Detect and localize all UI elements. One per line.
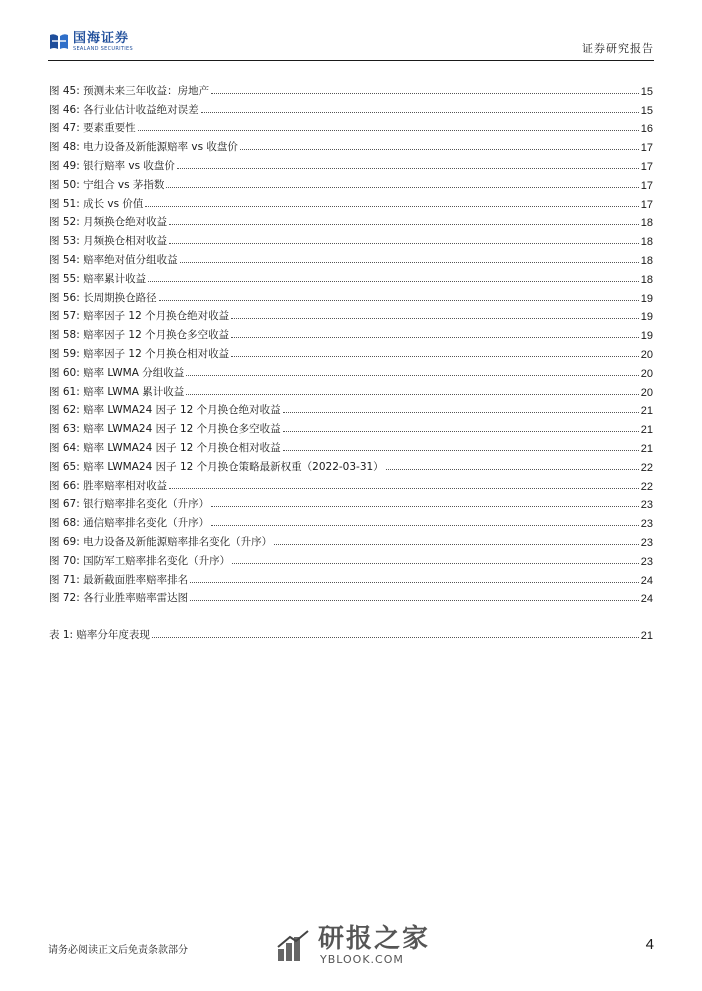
toc-leader-dots — [166, 186, 638, 188]
toc-entry[interactable] — [49, 229, 653, 248]
toc-entry-page: 20 — [640, 348, 653, 361]
toc-entry[interactable] — [49, 117, 653, 136]
toc-entry[interactable] — [49, 361, 653, 380]
toc-entry-page: 20 — [640, 386, 653, 399]
toc-entry-page: 18 — [640, 254, 653, 267]
toc-leader-dots — [231, 355, 639, 357]
disclaimer-note: 请务必阅读正文后免责条款部分 — [48, 945, 188, 956]
toc-leader-dots — [159, 299, 639, 301]
watermark-text-en: YBLOOK.COM — [320, 953, 404, 966]
toc-leader-dots — [283, 449, 639, 451]
toc-leader-dots — [190, 599, 639, 601]
toc-entry-page: 17 — [640, 179, 653, 192]
toc-entry-page: 23 — [640, 499, 653, 512]
watermark-text-cn: 研报之家 — [318, 924, 431, 954]
toc-entry-page: 16 — [640, 123, 653, 136]
toc-leader-dots — [169, 223, 639, 225]
table-of-figures — [49, 79, 653, 642]
toc-entry-label: 图 56: 长周期换仓路径 — [49, 291, 157, 304]
toc-leader-dots — [186, 393, 638, 395]
toc-entry-label: 图 47: 要素重要性 — [49, 122, 136, 135]
brand-name-cn: 国海证券 — [73, 31, 130, 46]
toc-entry-page: 20 — [640, 367, 653, 380]
toc-entry[interactable] — [49, 436, 653, 455]
toc-entry[interactable] — [49, 79, 653, 98]
toc-entry-page: 18 — [640, 273, 653, 286]
toc-entry-label: 图 49: 银行赔率 vs 收盘价 — [49, 159, 175, 172]
toc-leader-dots — [211, 92, 639, 94]
toc-entry[interactable] — [49, 323, 653, 342]
toc-entry[interactable] — [49, 342, 653, 361]
toc-entry[interactable] — [49, 98, 653, 117]
toc-entry-page: 15 — [640, 85, 653, 98]
toc-entry-label: 图 64: 赔率 LWMA24 因子 12 个月换仓相对收益 — [49, 441, 281, 454]
toc-entry-label: 图 69: 电力设备及新能源赔率排名变化（升序） — [49, 535, 273, 548]
toc-entry-label: 图 60: 赔率 LWMA 分组收益 — [49, 366, 185, 379]
toc-entry-page: 24 — [640, 574, 653, 587]
toc-entry[interactable] — [49, 286, 653, 305]
toc-entry[interactable] — [49, 568, 653, 587]
toc-entry-label: 图 67: 银行赔率排名变化（升序） — [49, 498, 210, 511]
toc-entry[interactable] — [49, 474, 653, 493]
toc-entry-label: 图 63: 赔率 LWMA24 因子 12 个月换仓多空收益 — [49, 423, 281, 436]
toc-entry[interactable] — [49, 211, 653, 230]
toc-entry-page: 17 — [640, 142, 653, 155]
toc-entry-label: 图 72: 各行业胜率赔率雷达图 — [49, 592, 189, 605]
toc-entry-page: 19 — [640, 330, 653, 343]
toc-entry[interactable] — [49, 511, 653, 530]
toc-entry[interactable] — [49, 267, 653, 286]
toc-entry-page: 15 — [640, 104, 653, 117]
toc-leader-dots — [145, 205, 638, 207]
toc-entry-page: 23 — [640, 518, 653, 531]
toc-entry-label: 图 54: 赔率绝对值分组收益 — [49, 253, 178, 266]
toc-entry-page: 22 — [640, 480, 653, 493]
toc-entry-label: 图 45: 预测未来三年收益：房地产 — [49, 84, 210, 97]
toc-leader-dots — [148, 280, 639, 282]
page-header — [48, 30, 654, 58]
toc-leader-dots — [169, 242, 639, 244]
toc-entry-page: 17 — [640, 198, 653, 211]
header-divider — [48, 60, 654, 61]
toc-entry[interactable] — [49, 455, 653, 474]
toc-entry-page: 21 — [640, 424, 653, 437]
figure-list — [49, 79, 653, 605]
toc-leader-dots — [138, 129, 639, 131]
toc-leader-dots — [152, 636, 639, 638]
toc-entry-page: 18 — [640, 217, 653, 230]
watermark-bars-icon — [276, 929, 312, 963]
toc-entry-label: 图 52: 月频换仓绝对收益 — [49, 216, 168, 229]
toc-entry[interactable] — [49, 399, 653, 418]
toc-entry-label: 表 1: 赔率分年度表现 — [49, 629, 150, 642]
toc-leader-dots — [169, 487, 639, 489]
toc-entry-label: 图 62: 赔率 LWMA24 因子 12 个月换仓绝对收益 — [49, 404, 281, 417]
toc-entry-label: 图 61: 赔率 LWMA 累计收益 — [49, 385, 185, 398]
toc-leader-dots — [231, 317, 639, 319]
toc-entry-label: 图 51: 成长 vs 价值 — [49, 197, 144, 210]
toc-entry[interactable] — [49, 530, 653, 549]
toc-entry-label: 图 70: 国防军工赔率排名变化（升序） — [49, 554, 231, 567]
toc-entry-label: 图 46: 各行业估计收益绝对误差 — [49, 103, 199, 116]
toc-entry-label: 图 59: 赔率因子 12 个月换仓相对收益 — [49, 347, 230, 360]
toc-entry-label: 图 66: 胜率赔率相对收益 — [49, 479, 168, 492]
toc-leader-dots — [177, 167, 639, 169]
toc-leader-dots — [232, 562, 639, 564]
toc-entry-page: 18 — [640, 236, 653, 249]
toc-entry[interactable] — [49, 623, 653, 642]
toc-entry[interactable] — [49, 154, 653, 173]
toc-leader-dots — [231, 336, 639, 338]
toc-entry-page: 19 — [640, 311, 653, 324]
toc-entry[interactable] — [49, 549, 653, 568]
toc-leader-dots — [211, 524, 639, 526]
report-type-label: 证券研究报告 — [582, 42, 654, 55]
toc-entry[interactable] — [49, 305, 653, 324]
page-number: 4 — [645, 936, 654, 953]
toc-leader-dots — [283, 430, 639, 432]
toc-entry-page: 17 — [640, 160, 653, 173]
toc-entry-page: 21 — [640, 442, 653, 455]
toc-leader-dots — [211, 505, 639, 507]
toc-entry-label: 图 68: 通信赔率排名变化（升序） — [49, 517, 210, 530]
toc-entry-label: 图 50: 宁组合 vs 茅指数 — [49, 178, 165, 191]
section-gap — [49, 605, 653, 623]
toc-entry-label: 图 65: 赔率 LWMA24 因子 12 个月换仓策略最新权重（2022-03-31） — [49, 460, 384, 473]
toc-entry-label: 图 58: 赔率因子 12 个月换仓多空收益 — [49, 329, 230, 342]
toc-entry-label: 图 53: 月频换仓相对收益 — [49, 235, 168, 248]
toc-entry-page: 23 — [640, 536, 653, 549]
sealand-logo-icon — [48, 32, 70, 52]
toc-entry[interactable] — [49, 173, 653, 192]
toc-entry-page: 21 — [640, 405, 653, 418]
toc-entry[interactable] — [49, 587, 653, 606]
toc-leader-dots — [240, 148, 639, 150]
toc-entry-page: 23 — [640, 555, 653, 568]
toc-leader-dots — [386, 468, 639, 470]
toc-entry-label: 图 57: 赔率因子 12 个月换仓绝对收益 — [49, 310, 230, 323]
toc-entry-page: 21 — [640, 630, 653, 643]
brand-name-en: SEALAND SECURITIES — [73, 46, 133, 52]
toc-entry-label: 图 48: 电力设备及新能源赔率 vs 收盘价 — [49, 141, 238, 154]
toc-leader-dots — [186, 374, 638, 376]
toc-entry[interactable] — [49, 380, 653, 399]
toc-entry-label: 图 71: 最新截面胜率赔率排名 — [49, 573, 189, 586]
toc-leader-dots — [274, 543, 639, 545]
toc-entry-page: 22 — [640, 461, 653, 474]
brand-logo — [48, 32, 133, 53]
watermark — [276, 925, 430, 966]
toc-entry-page: 19 — [640, 292, 653, 305]
toc-leader-dots — [180, 261, 639, 263]
toc-entry[interactable] — [49, 417, 653, 436]
toc-entry-label: 图 55: 赔率累计收益 — [49, 272, 147, 285]
table-list — [49, 623, 653, 642]
toc-entry[interactable] — [49, 192, 653, 211]
toc-entry[interactable] — [49, 493, 653, 512]
toc-leader-dots — [201, 111, 639, 113]
toc-leader-dots — [190, 581, 639, 583]
toc-entry[interactable] — [49, 135, 653, 154]
toc-entry[interactable] — [49, 248, 653, 267]
toc-entry-page: 24 — [640, 593, 653, 606]
toc-leader-dots — [283, 411, 639, 413]
